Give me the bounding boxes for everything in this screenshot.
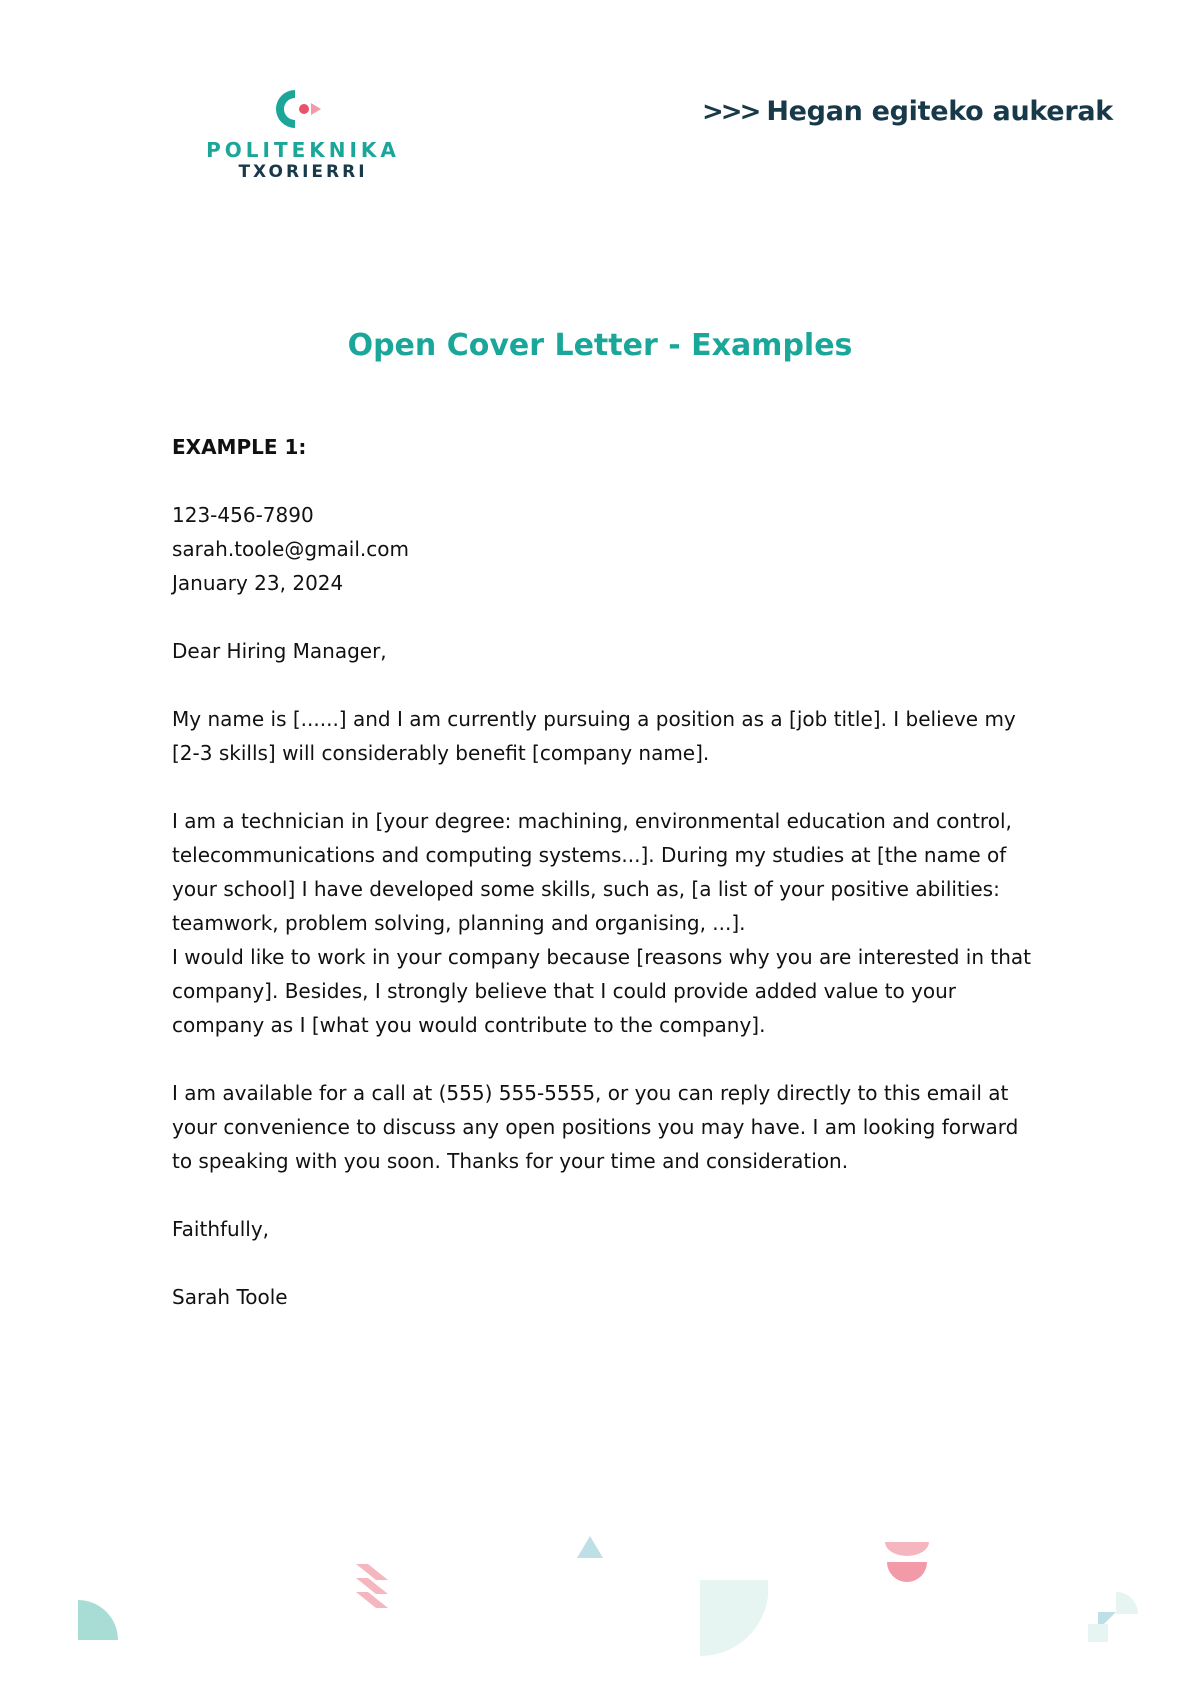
- logo-name: POLITEKNIKA: [206, 138, 400, 162]
- tagline-text: Hegan egiteko aukerak: [766, 96, 1113, 127]
- signature: Sarah Toole: [172, 1285, 288, 1309]
- politeknika-logo-mark-icon: [273, 86, 333, 132]
- decorative-stacked-semicircles-icon: [885, 1542, 929, 1584]
- paragraph-skills: I am a technician in [your degree: machining, environmental education and control, telecommunications and computing systems...]. During my studies at [the name of your school] I have developed some skills, such as, [a list of your positive abilities: teamwork, problem solving, planning and organising, ...].: [172, 809, 1012, 935]
- salutation: Dear Hiring Manager,: [172, 639, 387, 663]
- contact-block: [172, 498, 1042, 600]
- letter-date: January 23, 2024: [172, 571, 344, 595]
- paragraph-motivation: I would like to work in your company because [reasons why you are interested in that company]. Besides, I strongly believe that I could provide added value to your company as I [what you would contribute to the company].: [172, 945, 1032, 1037]
- contact-email: sarah.toole@gmail.com: [172, 537, 409, 561]
- letter-body: [172, 430, 1042, 1348]
- page-title: Open Cover Letter - Examples: [347, 328, 853, 363]
- logo-subname: TXORIERRI: [238, 162, 368, 182]
- decorative-triangle-icon: [577, 1536, 603, 1558]
- decorative-quarter-circle-icon: [78, 1600, 118, 1640]
- header-tagline: [702, 96, 1113, 127]
- politeknika-logo: [198, 86, 408, 182]
- paragraph-intro: My name is [......] and I am currently pursuing a position as a [job title]. I believe my [2-3 skills] will considerably benefit [company name].: [172, 707, 1016, 765]
- example-label: EXAMPLE 1:: [172, 435, 307, 459]
- paragraph-availability: I am available for a call at (555) 555-5555, or you can reply directly to this email at your convenience to discuss any open positions you may have. I am looking forward to speaking with you soon. Thanks for your time and consideration.: [172, 1081, 1019, 1173]
- decorative-corner-shapes-icon: [1088, 1592, 1144, 1642]
- decorative-half-circle-icon: [700, 1580, 768, 1662]
- closing: Faithfully,: [172, 1217, 270, 1241]
- contact-phone: 123-456-7890: [172, 503, 314, 527]
- triple-chevron-right-icon: >>>: [702, 96, 759, 127]
- decorative-stripes-icon: [352, 1562, 392, 1610]
